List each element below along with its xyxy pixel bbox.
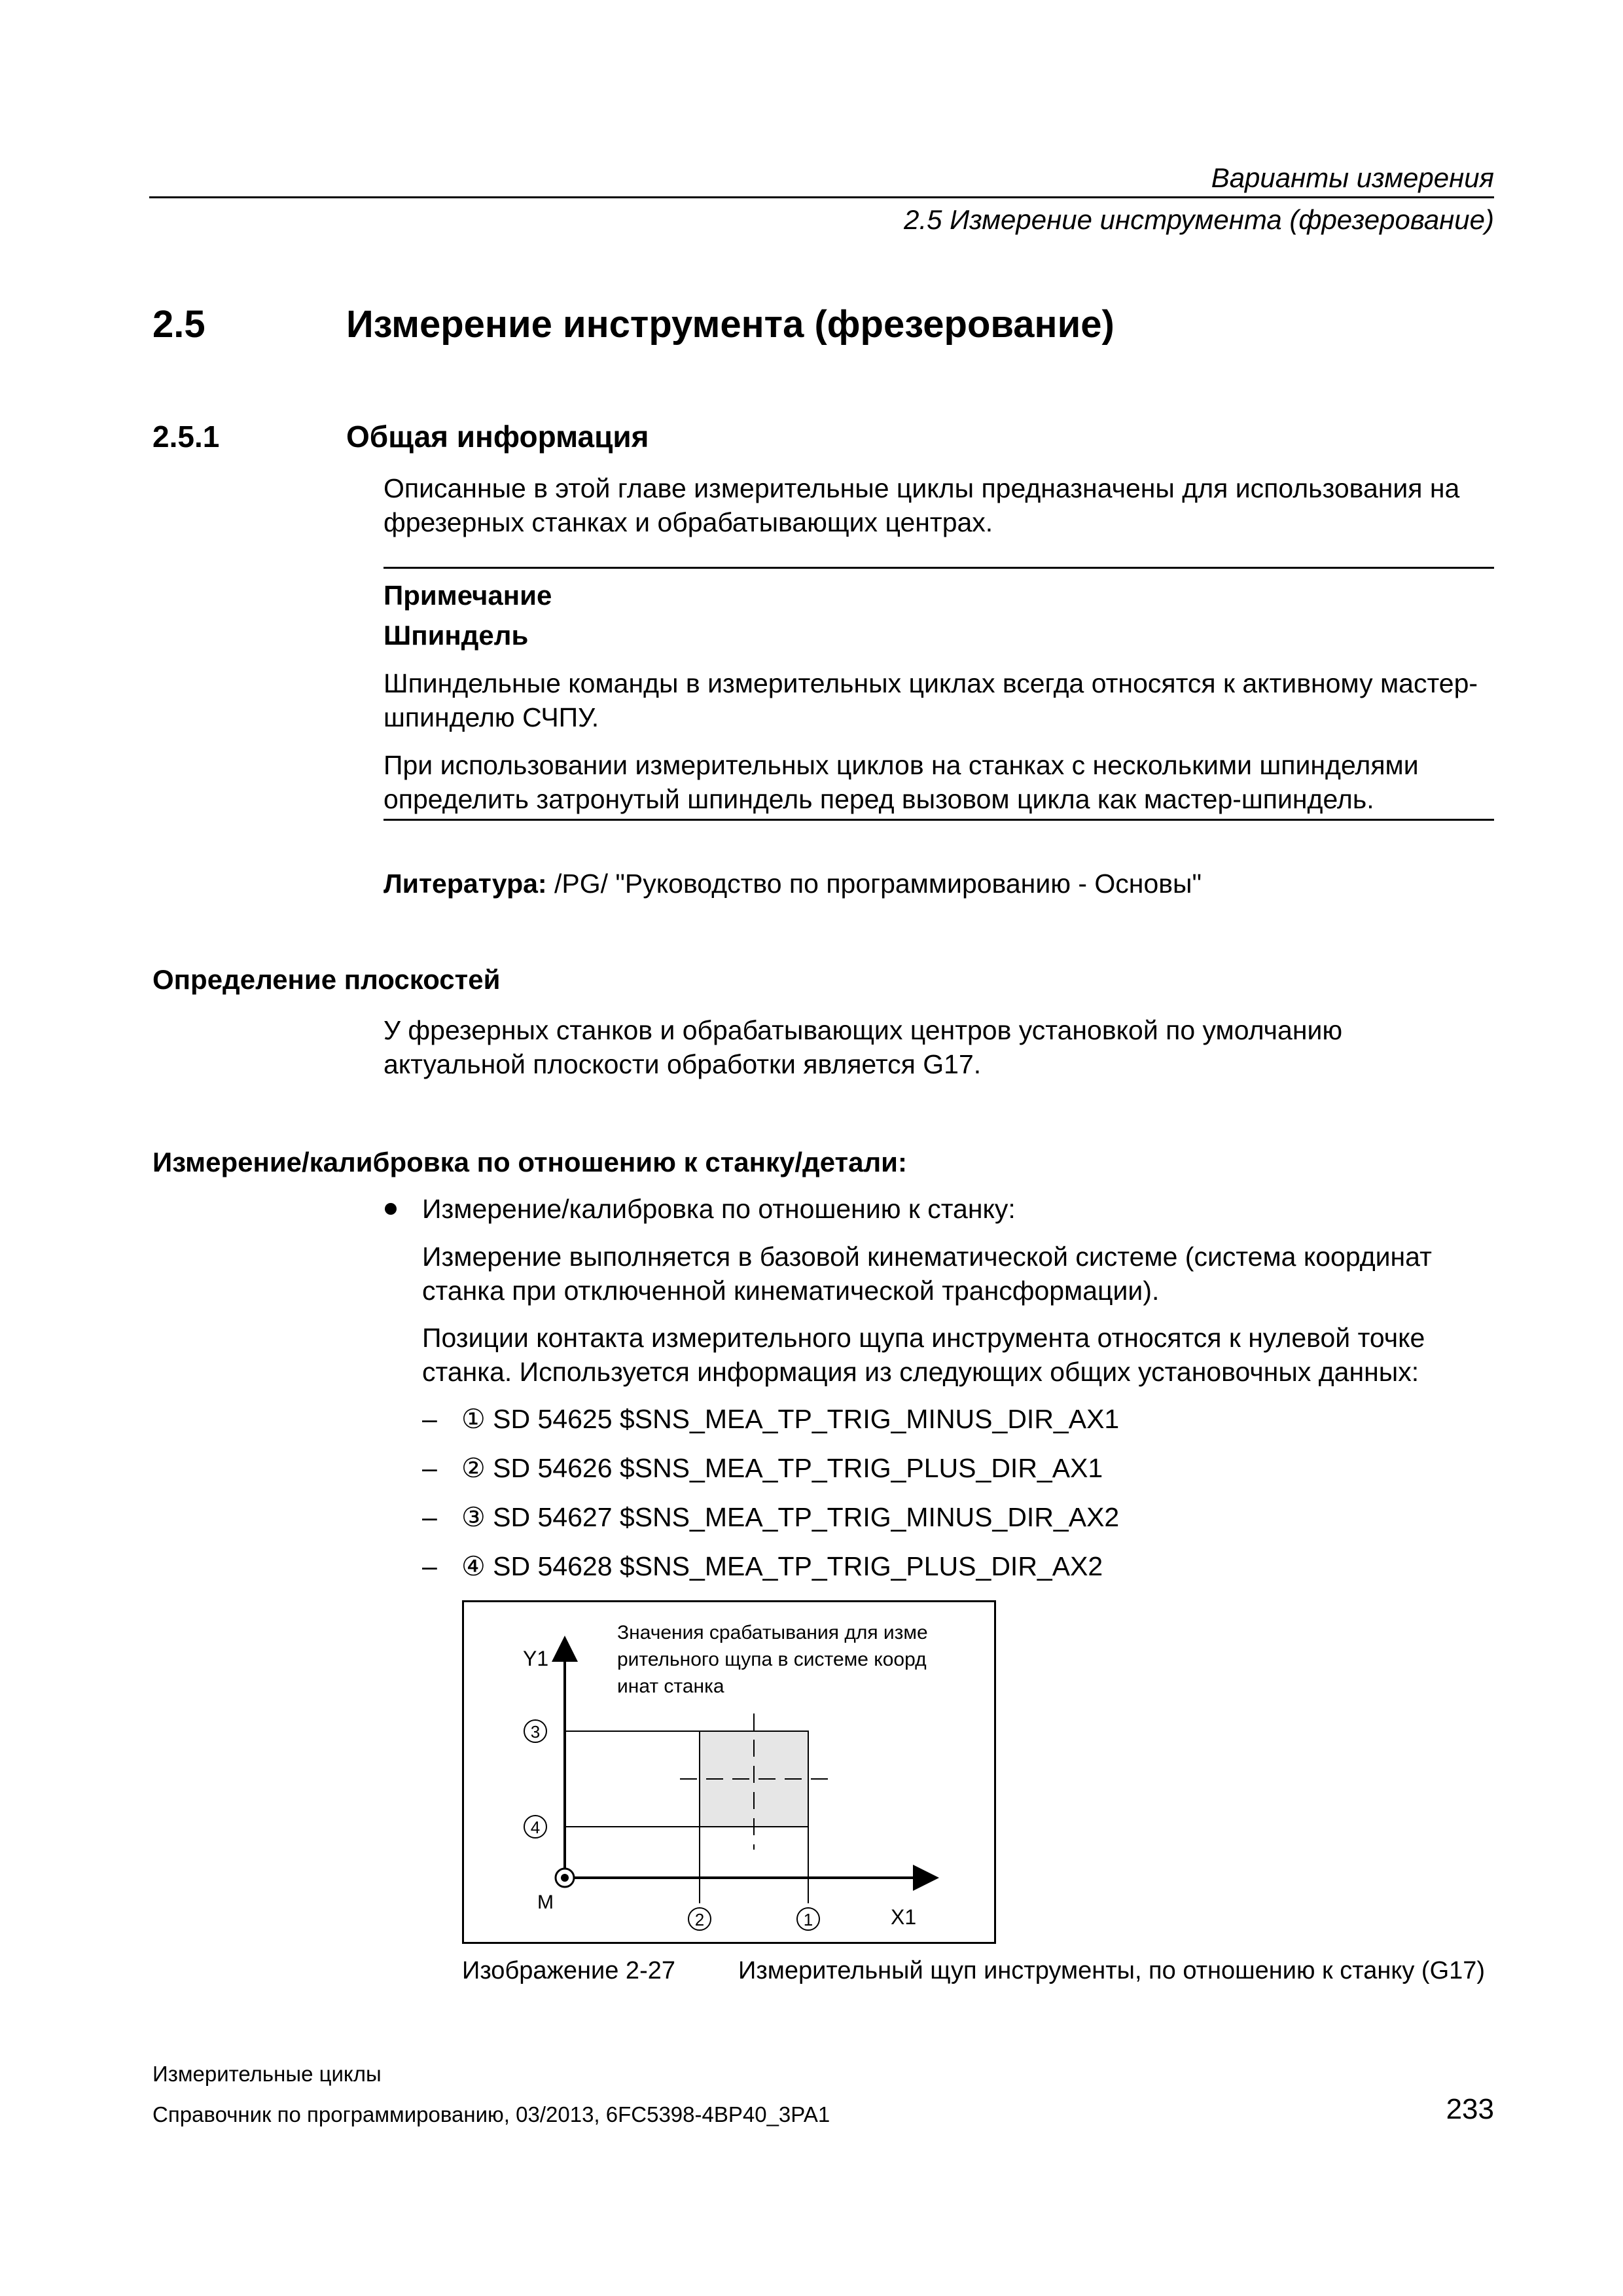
figure-note-line-2: рительного щупа в системе коорд	[617, 1649, 927, 1670]
section-number: 2.5	[152, 303, 205, 346]
calibration-bullet: Измерение/калибровка по отношению к станку:	[422, 1194, 1016, 1224]
footer-reference: Справочник по программированию, 03/2013, 6FC5398-4BP40_3PA1	[152, 2102, 830, 2126]
subsection-number: 2.5.1	[152, 420, 220, 454]
marker-3: 3	[530, 1722, 541, 1742]
y-axis-label: Y1	[523, 1647, 549, 1670]
list-dash: –	[422, 1404, 437, 1434]
setting-data-text: SD 54627 $SNS_MEA_TP_TRIG_MINUS_DIR_AX2	[493, 1502, 1120, 1532]
planes-line-1: У фрезерных станков и обрабатывающих центров установкой по умолчанию	[383, 1015, 1343, 1045]
setting-data-item	[422, 1451, 1103, 1485]
list-dash: –	[422, 1453, 437, 1483]
section-title: Измерение инструмента (фрезерование)	[346, 303, 1115, 346]
intro-line-2: фрезерных станках и обрабатывающих центрах.	[383, 507, 993, 537]
figure-frame	[462, 1600, 996, 1944]
planes-heading: Определение плоскостей	[152, 964, 501, 995]
header-divider	[149, 196, 1494, 198]
calibration-heading: Измерение/калибровка по отношению к станку/детали:	[152, 1147, 907, 1177]
note-p1-line-2: шпинделю СЧПУ.	[383, 702, 599, 732]
note-paragraph-2	[383, 748, 1419, 816]
list-dash: –	[422, 1551, 437, 1581]
calibration-paragraph-1	[422, 1240, 1432, 1308]
literature-reference	[383, 867, 1202, 901]
list-dash: –	[422, 1502, 437, 1532]
x-axis-label: X1	[891, 1905, 917, 1929]
running-header-section: 2.5 Измерение инструмента (фрезерование)	[904, 204, 1494, 235]
figure-note-line-1: Значения срабатывания для изме	[617, 1622, 928, 1643]
marker-1: 1	[803, 1910, 813, 1929]
literature-label: Литература:	[383, 869, 547, 899]
marker-4: 4	[530, 1818, 541, 1837]
note-label: Примечание	[383, 580, 552, 611]
figure-note-line-3: инат станка	[617, 1676, 724, 1697]
figure-caption-text: Измерительный щуп инструменты, по отношению к станку (G17)	[738, 1957, 1486, 1984]
circled-number-3: ③	[461, 1502, 486, 1532]
circled-number-1: ①	[461, 1404, 486, 1434]
literature-text: /PG/ "Руководство по программированию - Основы"	[546, 869, 1202, 899]
note-p2-line-1: При использовании измерительных циклов на станках с несколькими шпинделями	[383, 750, 1419, 780]
note-top-rule	[383, 567, 1494, 569]
planes-line-2: актуальной плоскости обработки является G17.	[383, 1049, 982, 1079]
calibration-p2-line-1: Позиции контакта измерительного щупа инструмента относятся к нулевой точке	[422, 1323, 1425, 1353]
running-header-chapter: Варианты измерения	[1211, 162, 1494, 193]
setting-data-text: SD 54626 $SNS_MEA_TP_TRIG_PLUS_DIR_AX1	[493, 1453, 1103, 1483]
setting-data-item	[422, 1549, 1103, 1583]
planes-paragraph	[383, 1013, 1342, 1081]
intro-paragraph	[383, 471, 1459, 539]
calibration-paragraph-2	[422, 1321, 1425, 1389]
circled-number-4: ④	[461, 1551, 486, 1581]
intro-line-1: Описанные в этой главе измерительные циклы предназначены для использования на	[383, 473, 1460, 503]
page-number: 233	[1446, 2093, 1494, 2125]
setting-data-item	[422, 1402, 1120, 1436]
note-p1-line-1: Шпиндельные команды в измерительных циклах всегда относятся к активному мастер-	[383, 668, 1478, 698]
note-bottom-rule	[383, 819, 1494, 821]
probe-diagram	[464, 1602, 994, 1942]
setting-data-text: SD 54628 $SNS_MEA_TP_TRIG_PLUS_DIR_AX2	[493, 1551, 1103, 1581]
note-paragraph-1	[383, 666, 1478, 734]
circled-number-2: ②	[461, 1453, 486, 1483]
machine-zero-dot	[561, 1874, 569, 1882]
calibration-p1-line-2: станка при отключенной кинематической трансформации).	[422, 1276, 1160, 1306]
marker-2: 2	[694, 1910, 705, 1929]
setting-data-text: SD 54625 $SNS_MEA_TP_TRIG_MINUS_DIR_AX1	[493, 1404, 1120, 1434]
bullet-icon	[385, 1203, 397, 1215]
calibration-p2-line-2: станка. Используется информация из следующих общих установочных данных:	[422, 1357, 1419, 1387]
calibration-p1-line-1: Измерение выполняется в базовой кинематической системе (система координат	[422, 1242, 1432, 1272]
note-p2-line-2: определить затронутый шпиндель перед вызовом цикла как мастер-шпиндель.	[383, 784, 1374, 814]
note-title: Шпиндель	[383, 620, 529, 651]
origin-label: M	[537, 1892, 554, 1913]
figure-caption-label: Изображение 2-27	[462, 1957, 675, 1984]
subsection-title: Общая информация	[346, 420, 649, 454]
footer-title: Измерительные циклы	[152, 2062, 382, 2086]
setting-data-item	[422, 1500, 1120, 1534]
